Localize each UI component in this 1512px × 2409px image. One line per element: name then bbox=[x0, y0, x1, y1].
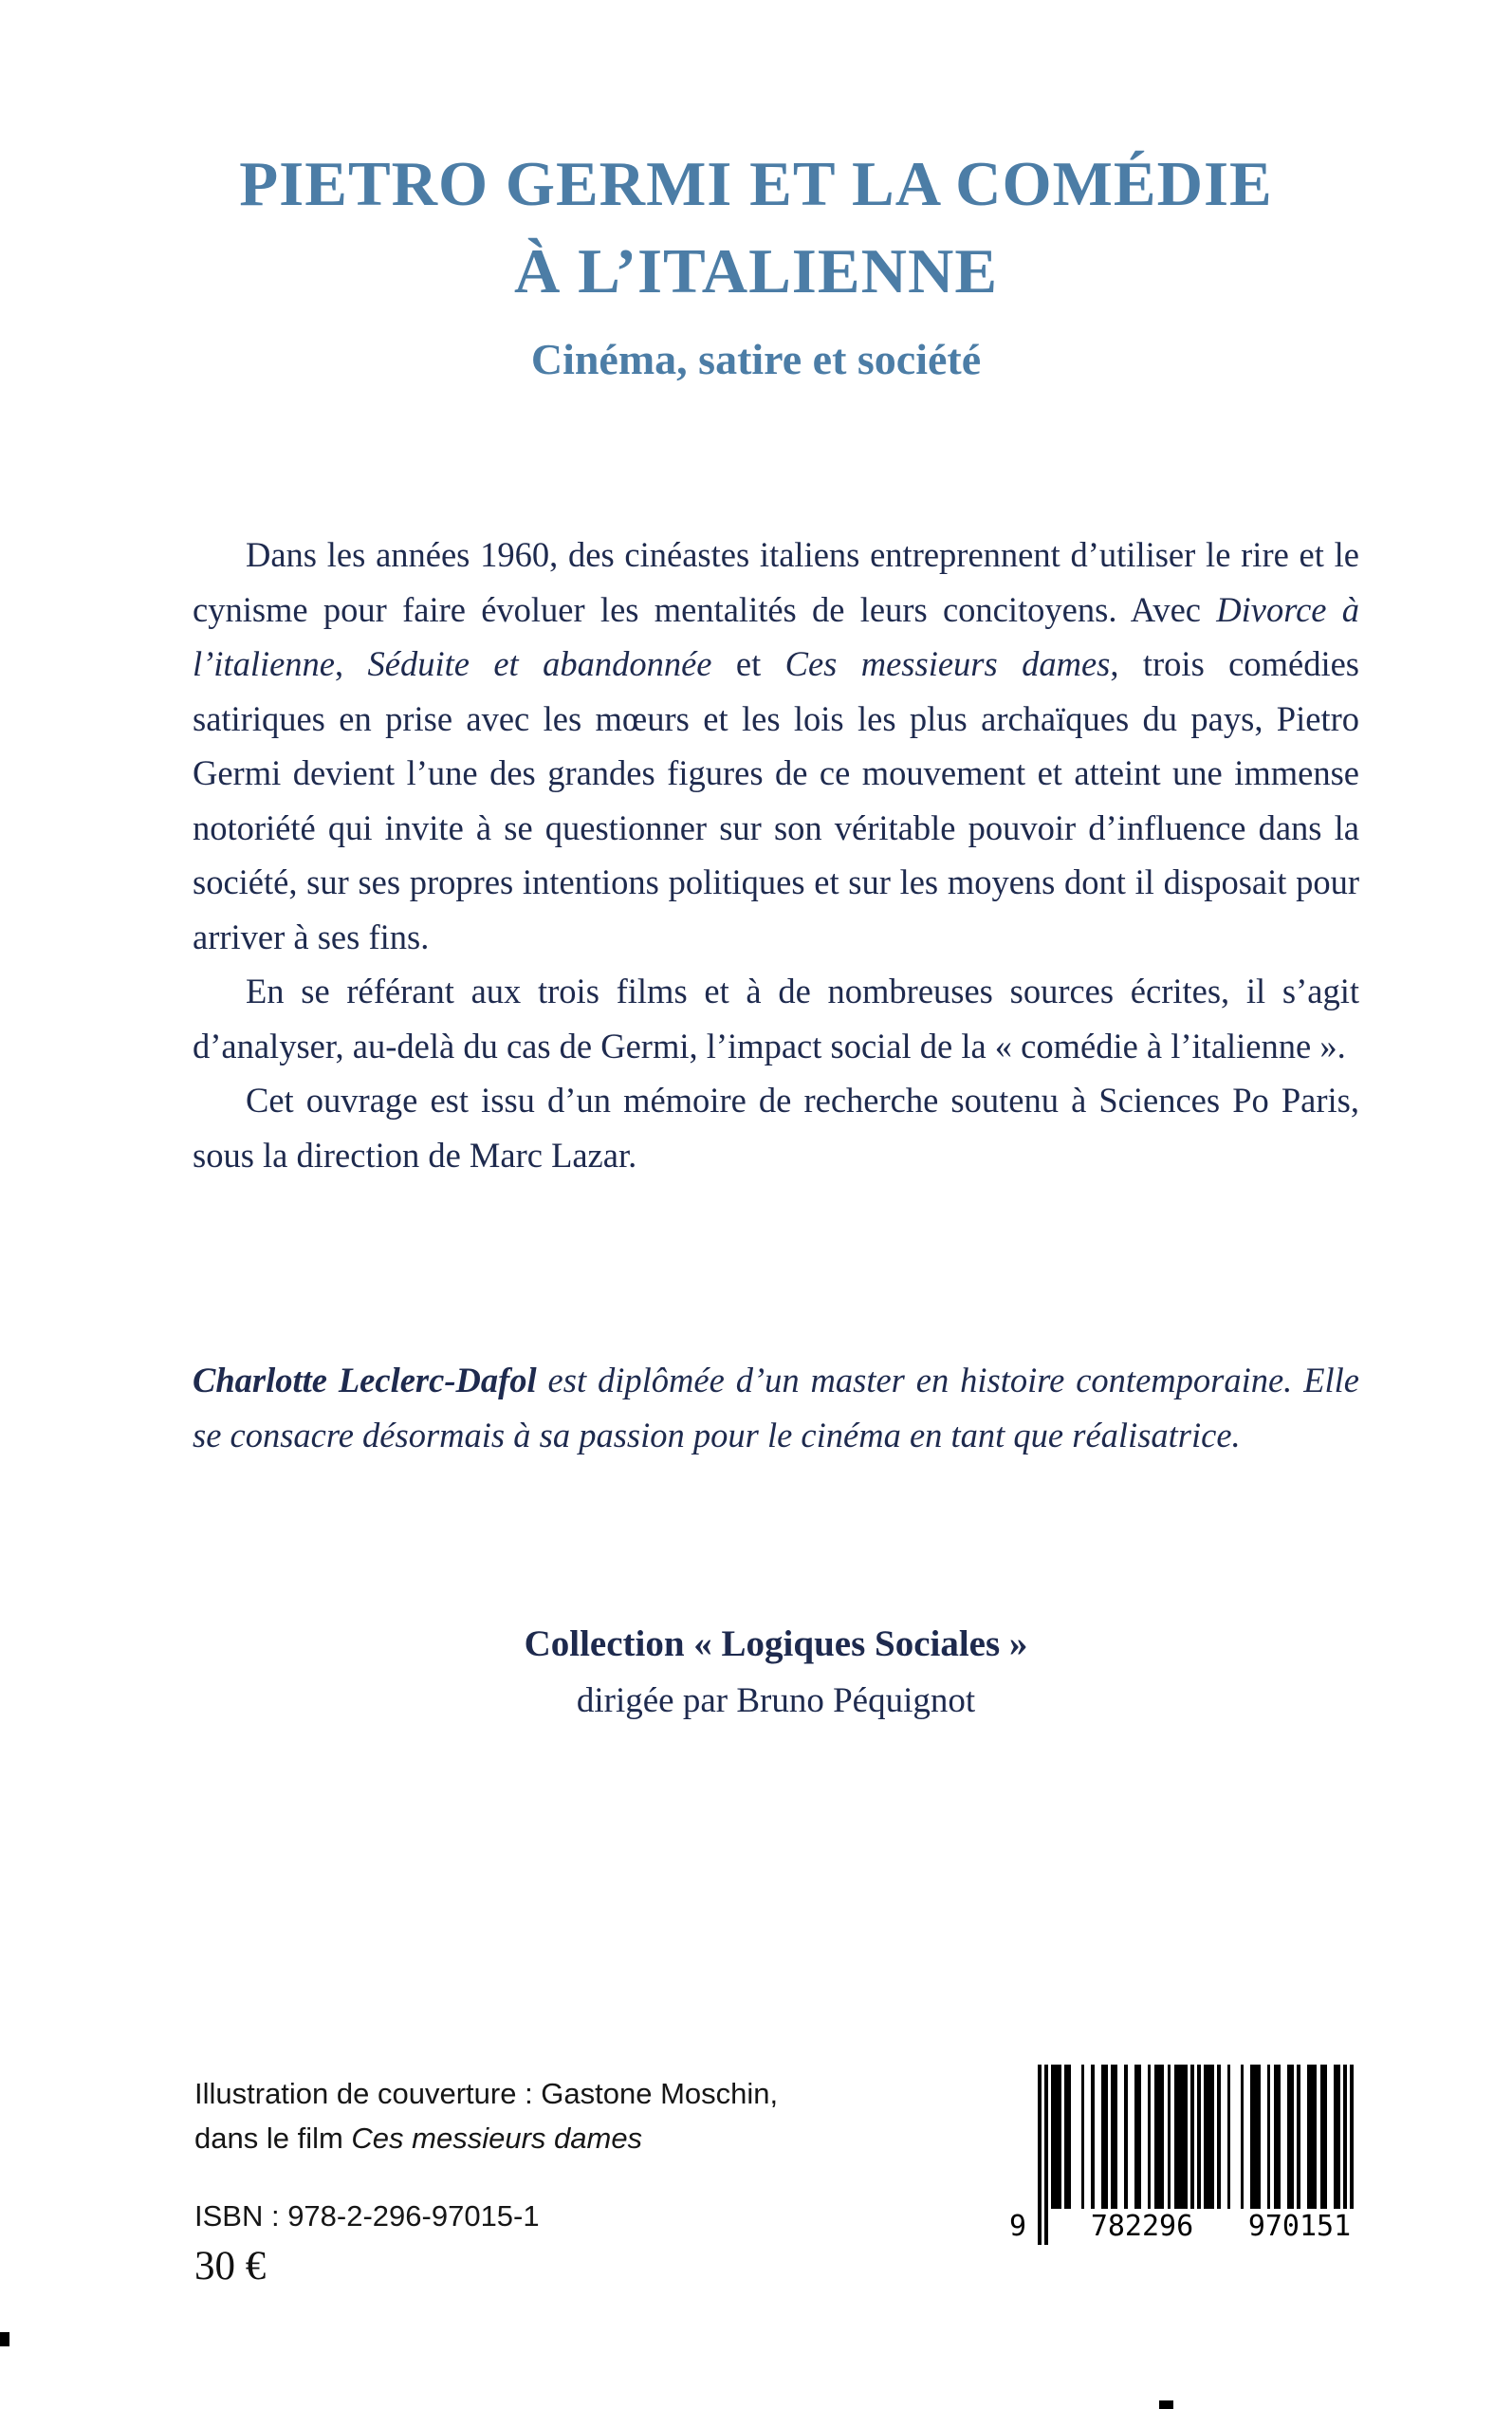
header bbox=[171, 140, 1341, 384]
cover-credits-line1: Illustration de couverture : Gastone Moschin, bbox=[194, 2077, 779, 2110]
synopsis-paragraph-2: En se référant aux trois films et à de nombreuses sources écrites, il s’agit d’analyser, au-delà du cas de Germi, l’impact social de la « comédie à l’italienne ». bbox=[193, 972, 1359, 1066]
collection-block bbox=[193, 1616, 1359, 1730]
book-title-line1: PIETRO GERMI ET LA COMÉDIE bbox=[239, 149, 1273, 219]
synopsis-paragraph-3: Cet ouvrage est issu d’un mémoire de recherche soutenu à Sciences Po Paris, sous la direction de Marc Lazar. bbox=[193, 1081, 1359, 1175]
book-title bbox=[171, 140, 1341, 315]
cover-credits bbox=[194, 2071, 778, 2160]
synopsis-paragraph-1: Dans les années 1960, des cinéastes italiens entreprennent d’utiliser le rire et le cynisme pour faire évoluer les mentalités de leurs concitoyens. Avec Divorce à l’italienne, Séduite et abandonnée et Ces messieurs dames, trois comédies satiriques en prise avec les mœurs et les lois les plus archaïques du pays, Pietro Germi devient l’une des grandes figures de ce mouvement et atteint une immense notoriété qui invite à se questionner sur son véritable pouvoir d’influence dans la société, sur ses propres intentions politiques et sur les moyens dont il disposait pour arriver à ses fins. bbox=[193, 535, 1360, 956]
barcode-digits-right: 970151 bbox=[1235, 2209, 1364, 2245]
collection-title: Collection « Logiques Sociales » bbox=[524, 1623, 1028, 1664]
barcode-digit-first: 9 bbox=[1009, 2210, 1027, 2243]
book-subtitle: Cinéma, satire et société bbox=[530, 335, 982, 383]
author-bio: Charlotte Leclerc-Dafol est diplômée d’un master en histoire contemporaine. Elle se consacre désormais à sa passion pour le cinéma en tant que réalisatrice. bbox=[193, 1361, 1359, 1455]
barcode-digits-left: 782296 bbox=[1078, 2209, 1207, 2245]
price-text: 30 € bbox=[194, 2244, 267, 2289]
synopsis bbox=[193, 528, 1359, 1182]
print-registration-mark-bottom bbox=[1159, 2400, 1173, 2409]
isbn-text: ISBN : 978-2-296-97015-1 bbox=[194, 2199, 540, 2233]
print-registration-mark-left bbox=[0, 2332, 9, 2346]
cover-credits-line2: dans le film Ces messieurs dames bbox=[194, 2122, 643, 2155]
collection-director: dirigée par Bruno Péquignot bbox=[576, 1681, 976, 1720]
barcode bbox=[1009, 2065, 1354, 2247]
book-title-line2: À L’ITALIENNE bbox=[513, 236, 999, 306]
